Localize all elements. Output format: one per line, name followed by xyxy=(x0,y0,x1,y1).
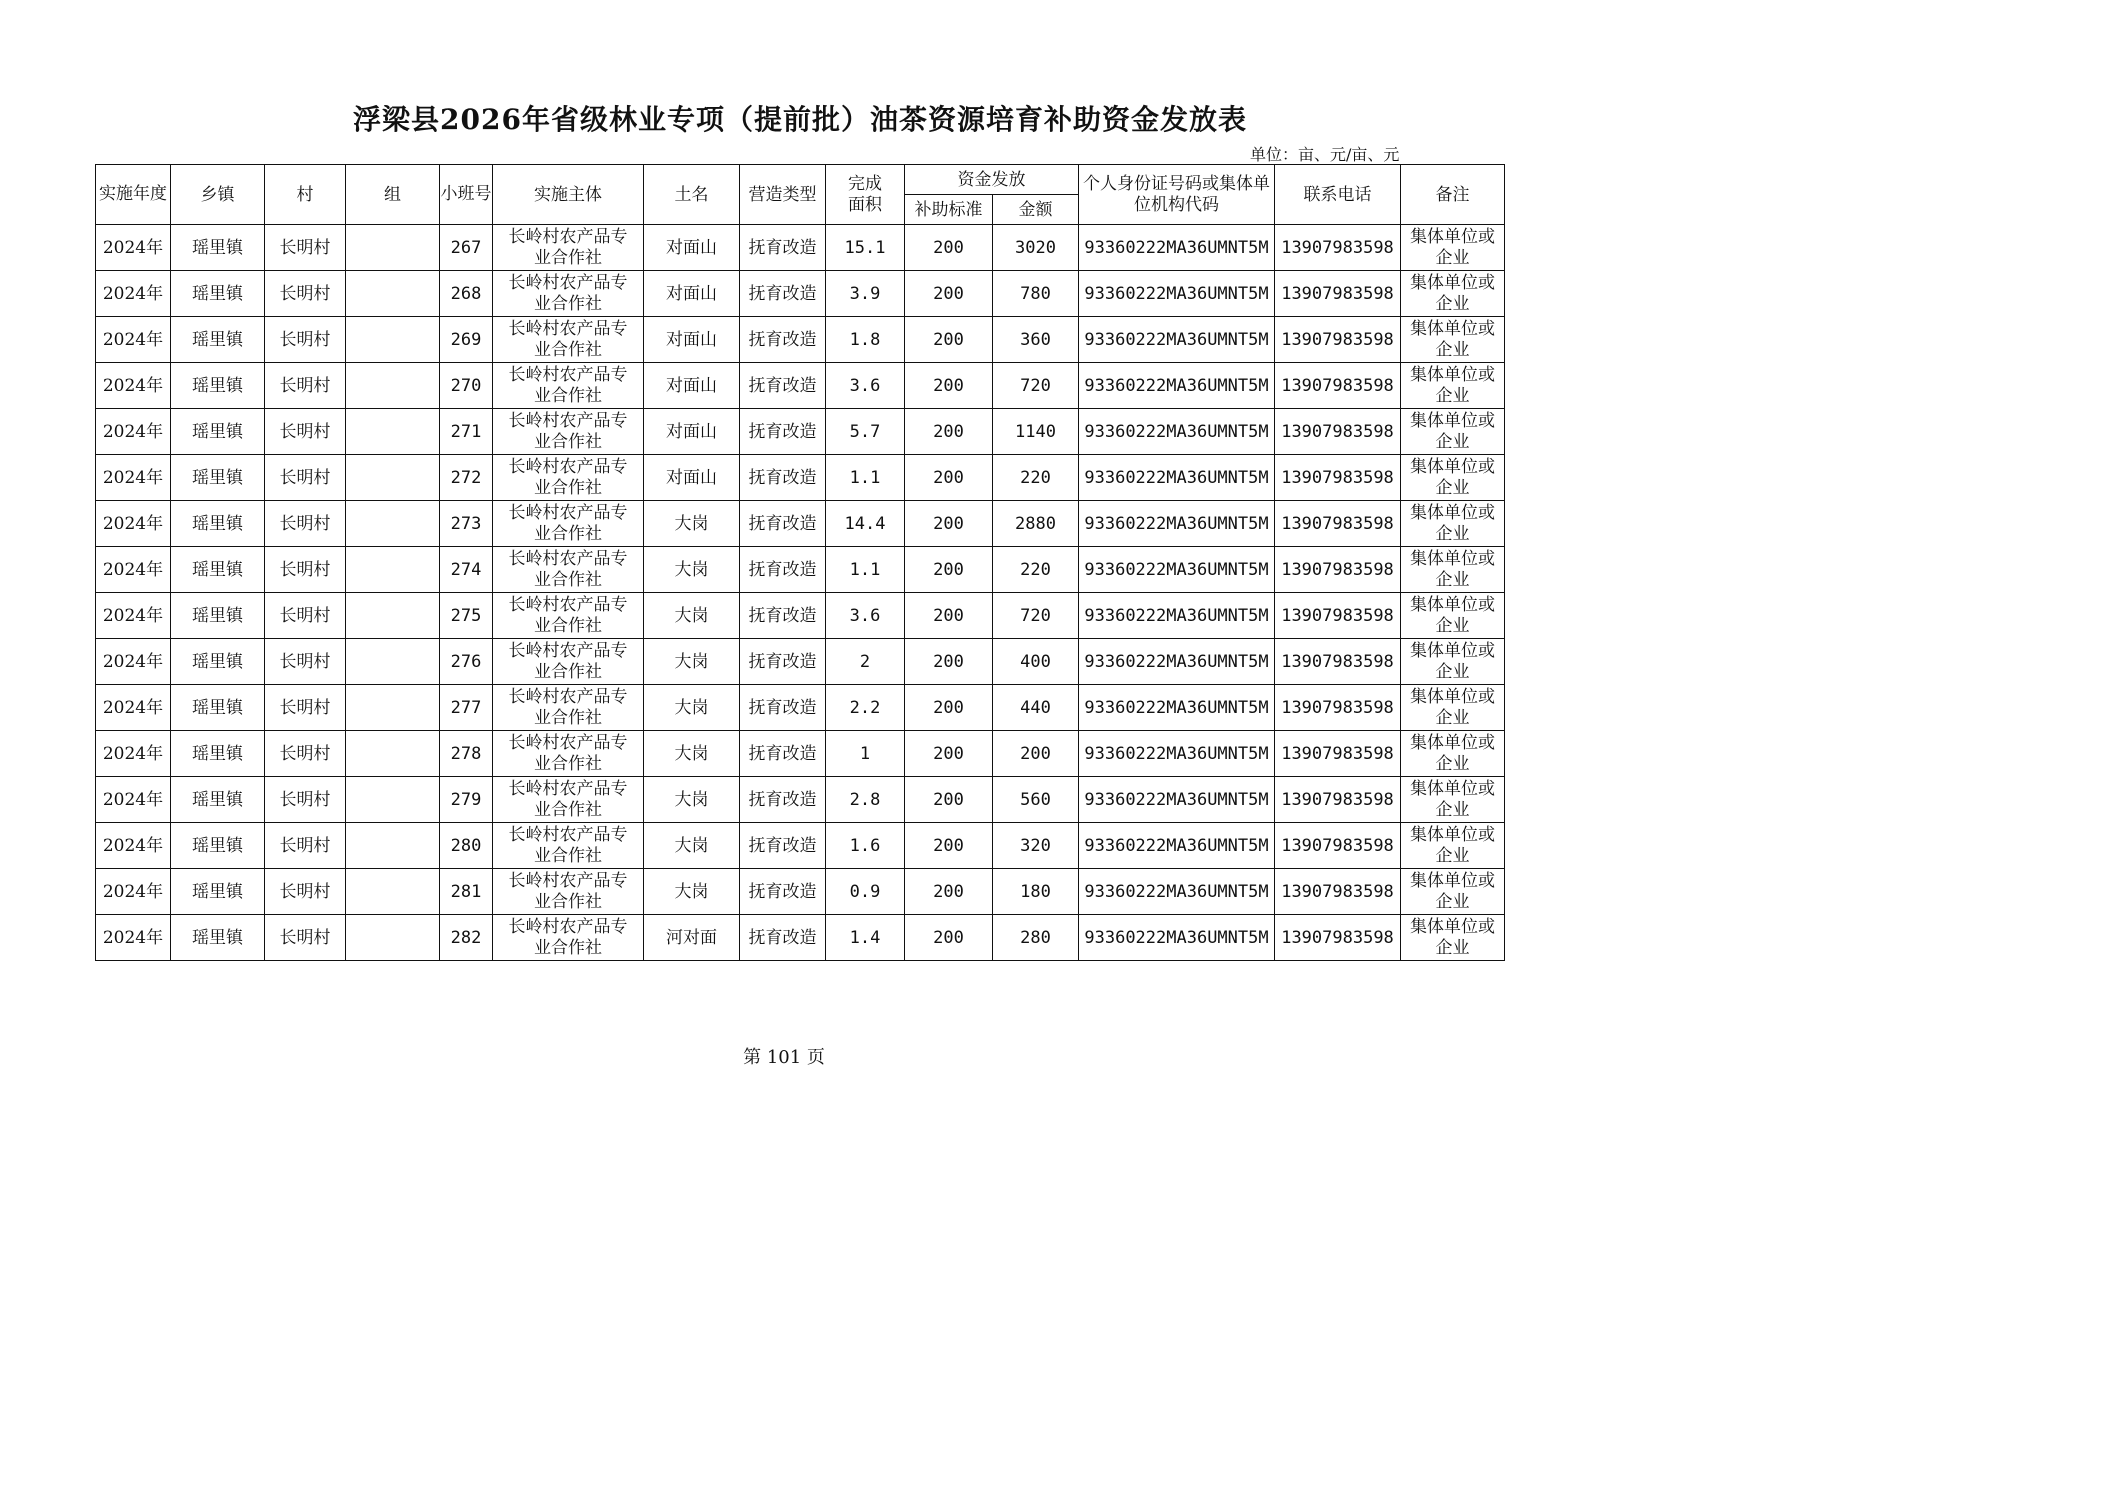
cell-amount: 320 xyxy=(993,823,1079,869)
cell-remark: 集体单位或企业 xyxy=(1401,685,1505,731)
cell-remark: 集体单位或企业 xyxy=(1401,271,1505,317)
cell-place: 对面山 xyxy=(644,363,740,409)
cell-village: 长明村 xyxy=(265,731,346,777)
header-plot: 小班号 xyxy=(440,165,493,225)
cell-village: 长明村 xyxy=(265,271,346,317)
cell-standard: 200 xyxy=(905,455,993,501)
cell-type: 抚育改造 xyxy=(740,225,826,271)
cell-entity: 长岭村农产品专业合作社 xyxy=(493,363,644,409)
cell-idcode: 93360222MA36UMNT5M xyxy=(1079,363,1275,409)
header-type: 营造类型 xyxy=(740,165,826,225)
cell-phone: 13907983598 xyxy=(1275,731,1401,777)
table-row xyxy=(96,915,1505,961)
cell-village: 长明村 xyxy=(265,363,346,409)
cell-group xyxy=(346,501,440,547)
table-row xyxy=(96,731,1505,777)
table-row xyxy=(96,547,1505,593)
cell-phone: 13907983598 xyxy=(1275,317,1401,363)
cell-village: 长明村 xyxy=(265,317,346,363)
cell-plot: 274 xyxy=(440,547,493,593)
cell-township: 瑶里镇 xyxy=(171,823,265,869)
cell-group xyxy=(346,225,440,271)
cell-area: 5.7 xyxy=(826,409,905,455)
cell-amount: 360 xyxy=(993,317,1079,363)
cell-place: 大岗 xyxy=(644,501,740,547)
header-entity: 实施主体 xyxy=(493,165,644,225)
cell-phone: 13907983598 xyxy=(1275,271,1401,317)
cell-township: 瑶里镇 xyxy=(171,225,265,271)
cell-remark: 集体单位或企业 xyxy=(1401,639,1505,685)
cell-year: 2024年 xyxy=(96,639,171,685)
cell-entity: 长岭村农产品专业合作社 xyxy=(493,593,644,639)
cell-township: 瑶里镇 xyxy=(171,317,265,363)
cell-area: 2.8 xyxy=(826,777,905,823)
cell-type: 抚育改造 xyxy=(740,409,826,455)
cell-plot: 281 xyxy=(440,869,493,915)
cell-amount: 720 xyxy=(993,593,1079,639)
table-row xyxy=(96,639,1505,685)
cell-plot: 273 xyxy=(440,501,493,547)
header-township: 乡镇 xyxy=(171,165,265,225)
cell-idcode: 93360222MA36UMNT5M xyxy=(1079,547,1275,593)
cell-area: 1 xyxy=(826,731,905,777)
cell-village: 长明村 xyxy=(265,915,346,961)
cell-plot: 270 xyxy=(440,363,493,409)
table-row xyxy=(96,777,1505,823)
cell-township: 瑶里镇 xyxy=(171,777,265,823)
cell-idcode: 93360222MA36UMNT5M xyxy=(1079,639,1275,685)
cell-township: 瑶里镇 xyxy=(171,547,265,593)
cell-remark: 集体单位或企业 xyxy=(1401,455,1505,501)
cell-idcode: 93360222MA36UMNT5M xyxy=(1079,823,1275,869)
cell-idcode: 93360222MA36UMNT5M xyxy=(1079,317,1275,363)
cell-village: 长明村 xyxy=(265,869,346,915)
cell-plot: 276 xyxy=(440,639,493,685)
cell-entity: 长岭村农产品专业合作社 xyxy=(493,225,644,271)
cell-place: 大岗 xyxy=(644,823,740,869)
cell-type: 抚育改造 xyxy=(740,777,826,823)
cell-remark: 集体单位或企业 xyxy=(1401,547,1505,593)
cell-idcode: 93360222MA36UMNT5M xyxy=(1079,685,1275,731)
cell-idcode: 93360222MA36UMNT5M xyxy=(1079,731,1275,777)
table-row xyxy=(96,501,1505,547)
cell-entity: 长岭村农产品专业合作社 xyxy=(493,915,644,961)
cell-amount: 720 xyxy=(993,363,1079,409)
cell-area: 1.1 xyxy=(826,547,905,593)
cell-year: 2024年 xyxy=(96,271,171,317)
cell-remark: 集体单位或企业 xyxy=(1401,409,1505,455)
cell-year: 2024年 xyxy=(96,409,171,455)
cell-group xyxy=(346,593,440,639)
cell-year: 2024年 xyxy=(96,547,171,593)
table-row xyxy=(96,317,1505,363)
cell-phone: 13907983598 xyxy=(1275,501,1401,547)
cell-type: 抚育改造 xyxy=(740,823,826,869)
cell-phone: 13907983598 xyxy=(1275,869,1401,915)
cell-phone: 13907983598 xyxy=(1275,777,1401,823)
cell-idcode: 93360222MA36UMNT5M xyxy=(1079,869,1275,915)
header-phone: 联系电话 xyxy=(1275,165,1401,225)
table-row xyxy=(96,593,1505,639)
cell-standard: 200 xyxy=(905,823,993,869)
cell-group xyxy=(346,869,440,915)
cell-amount: 560 xyxy=(993,777,1079,823)
cell-amount: 220 xyxy=(993,547,1079,593)
cell-amount: 440 xyxy=(993,685,1079,731)
cell-type: 抚育改造 xyxy=(740,501,826,547)
cell-amount: 180 xyxy=(993,869,1079,915)
cell-township: 瑶里镇 xyxy=(171,685,265,731)
cell-standard: 200 xyxy=(905,593,993,639)
cell-place: 大岗 xyxy=(644,777,740,823)
cell-phone: 13907983598 xyxy=(1275,915,1401,961)
cell-idcode: 93360222MA36UMNT5M xyxy=(1079,593,1275,639)
cell-remark: 集体单位或企业 xyxy=(1401,317,1505,363)
cell-village: 长明村 xyxy=(265,823,346,869)
cell-area: 14.4 xyxy=(826,501,905,547)
cell-place: 大岗 xyxy=(644,593,740,639)
cell-year: 2024年 xyxy=(96,317,171,363)
table-row xyxy=(96,271,1505,317)
header-idcode: 个人身份证号码或集体单位机构代码 xyxy=(1079,165,1275,225)
header-area: 完成面积 xyxy=(826,165,905,225)
cell-amount: 400 xyxy=(993,639,1079,685)
cell-place: 对面山 xyxy=(644,455,740,501)
cell-year: 2024年 xyxy=(96,501,171,547)
cell-township: 瑶里镇 xyxy=(171,639,265,685)
cell-plot: 269 xyxy=(440,317,493,363)
cell-phone: 13907983598 xyxy=(1275,409,1401,455)
cell-township: 瑶里镇 xyxy=(171,593,265,639)
cell-remark: 集体单位或企业 xyxy=(1401,777,1505,823)
cell-township: 瑶里镇 xyxy=(171,869,265,915)
table-row xyxy=(96,409,1505,455)
cell-year: 2024年 xyxy=(96,363,171,409)
cell-group xyxy=(346,547,440,593)
cell-township: 瑶里镇 xyxy=(171,915,265,961)
cell-township: 瑶里镇 xyxy=(171,363,265,409)
cell-idcode: 93360222MA36UMNT5M xyxy=(1079,777,1275,823)
cell-group xyxy=(346,777,440,823)
cell-phone: 13907983598 xyxy=(1275,685,1401,731)
cell-township: 瑶里镇 xyxy=(171,409,265,455)
cell-group xyxy=(346,455,440,501)
cell-area: 1.8 xyxy=(826,317,905,363)
cell-place: 对面山 xyxy=(644,317,740,363)
cell-idcode: 93360222MA36UMNT5M xyxy=(1079,501,1275,547)
header-group: 组 xyxy=(346,165,440,225)
cell-year: 2024年 xyxy=(96,777,171,823)
cell-year: 2024年 xyxy=(96,869,171,915)
cell-type: 抚育改造 xyxy=(740,639,826,685)
cell-village: 长明村 xyxy=(265,685,346,731)
cell-standard: 200 xyxy=(905,915,993,961)
cell-standard: 200 xyxy=(905,225,993,271)
cell-type: 抚育改造 xyxy=(740,869,826,915)
cell-area: 15.1 xyxy=(826,225,905,271)
cell-plot: 271 xyxy=(440,409,493,455)
header-standard: 补助标准 xyxy=(905,195,993,225)
header-place: 土名 xyxy=(644,165,740,225)
cell-type: 抚育改造 xyxy=(740,731,826,777)
header-amount: 金额 xyxy=(993,195,1079,225)
header-funds: 资金发放 xyxy=(905,165,1079,195)
cell-remark: 集体单位或企业 xyxy=(1401,731,1505,777)
cell-type: 抚育改造 xyxy=(740,455,826,501)
cell-plot: 267 xyxy=(440,225,493,271)
cell-group xyxy=(346,317,440,363)
cell-phone: 13907983598 xyxy=(1275,225,1401,271)
cell-group xyxy=(346,409,440,455)
cell-standard: 200 xyxy=(905,271,993,317)
cell-type: 抚育改造 xyxy=(740,317,826,363)
cell-standard: 200 xyxy=(905,409,993,455)
table-row xyxy=(96,685,1505,731)
cell-place: 大岗 xyxy=(644,869,740,915)
cell-township: 瑶里镇 xyxy=(171,501,265,547)
cell-place: 大岗 xyxy=(644,639,740,685)
cell-group xyxy=(346,271,440,317)
cell-area: 2.2 xyxy=(826,685,905,731)
cell-entity: 长岭村农产品专业合作社 xyxy=(493,547,644,593)
cell-standard: 200 xyxy=(905,639,993,685)
cell-entity: 长岭村农产品专业合作社 xyxy=(493,869,644,915)
cell-village: 长明村 xyxy=(265,593,346,639)
cell-plot: 278 xyxy=(440,731,493,777)
cell-village: 长明村 xyxy=(265,455,346,501)
cell-township: 瑶里镇 xyxy=(171,271,265,317)
cell-amount: 2880 xyxy=(993,501,1079,547)
cell-township: 瑶里镇 xyxy=(171,731,265,777)
cell-idcode: 93360222MA36UMNT5M xyxy=(1079,455,1275,501)
table-row xyxy=(96,455,1505,501)
cell-village: 长明村 xyxy=(265,501,346,547)
unit-note: 单位：亩、元/亩、元 xyxy=(1250,145,1400,164)
cell-area: 2 xyxy=(826,639,905,685)
cell-entity: 长岭村农产品专业合作社 xyxy=(493,731,644,777)
cell-remark: 集体单位或企业 xyxy=(1401,593,1505,639)
cell-entity: 长岭村农产品专业合作社 xyxy=(493,317,644,363)
cell-area: 1.1 xyxy=(826,455,905,501)
cell-amount: 220 xyxy=(993,455,1079,501)
cell-plot: 282 xyxy=(440,915,493,961)
cell-group xyxy=(346,915,440,961)
cell-idcode: 93360222MA36UMNT5M xyxy=(1079,409,1275,455)
cell-standard: 200 xyxy=(905,869,993,915)
cell-amount: 3020 xyxy=(993,225,1079,271)
cell-type: 抚育改造 xyxy=(740,271,826,317)
cell-village: 长明村 xyxy=(265,639,346,685)
cell-area: 3.6 xyxy=(826,363,905,409)
cell-phone: 13907983598 xyxy=(1275,823,1401,869)
cell-entity: 长岭村农产品专业合作社 xyxy=(493,685,644,731)
subsidy-table xyxy=(95,164,1505,961)
cell-remark: 集体单位或企业 xyxy=(1401,225,1505,271)
table-row xyxy=(96,869,1505,915)
table-body xyxy=(96,225,1505,961)
cell-village: 长明村 xyxy=(265,409,346,455)
cell-standard: 200 xyxy=(905,501,993,547)
cell-entity: 长岭村农产品专业合作社 xyxy=(493,271,644,317)
table-row xyxy=(96,363,1505,409)
cell-type: 抚育改造 xyxy=(740,593,826,639)
cell-standard: 200 xyxy=(905,547,993,593)
cell-idcode: 93360222MA36UMNT5M xyxy=(1079,225,1275,271)
cell-remark: 集体单位或企业 xyxy=(1401,915,1505,961)
cell-standard: 200 xyxy=(905,363,993,409)
cell-standard: 200 xyxy=(905,777,993,823)
cell-group xyxy=(346,731,440,777)
cell-plot: 280 xyxy=(440,823,493,869)
cell-phone: 13907983598 xyxy=(1275,547,1401,593)
cell-area: 3.6 xyxy=(826,593,905,639)
cell-remark: 集体单位或企业 xyxy=(1401,823,1505,869)
cell-area: 1.4 xyxy=(826,915,905,961)
cell-phone: 13907983598 xyxy=(1275,593,1401,639)
cell-amount: 200 xyxy=(993,731,1079,777)
cell-area: 1.6 xyxy=(826,823,905,869)
cell-place: 对面山 xyxy=(644,225,740,271)
cell-group xyxy=(346,639,440,685)
cell-group xyxy=(346,363,440,409)
cell-entity: 长岭村农产品专业合作社 xyxy=(493,777,644,823)
cell-remark: 集体单位或企业 xyxy=(1401,869,1505,915)
cell-place: 河对面 xyxy=(644,915,740,961)
page-title: 浮梁县2026年省级林业专项（提前批）油茶资源培育补助资金发放表 xyxy=(353,103,1247,136)
cell-amount: 1140 xyxy=(993,409,1079,455)
cell-village: 长明村 xyxy=(265,547,346,593)
cell-year: 2024年 xyxy=(96,685,171,731)
cell-year: 2024年 xyxy=(96,731,171,777)
cell-idcode: 93360222MA36UMNT5M xyxy=(1079,271,1275,317)
cell-township: 瑶里镇 xyxy=(171,455,265,501)
cell-standard: 200 xyxy=(905,731,993,777)
cell-village: 长明村 xyxy=(265,777,346,823)
cell-area: 0.9 xyxy=(826,869,905,915)
header-remark: 备注 xyxy=(1401,165,1505,225)
cell-standard: 200 xyxy=(905,685,993,731)
page-number: 第 101 页 xyxy=(743,1047,825,1068)
cell-plot: 279 xyxy=(440,777,493,823)
cell-year: 2024年 xyxy=(96,455,171,501)
cell-phone: 13907983598 xyxy=(1275,363,1401,409)
cell-remark: 集体单位或企业 xyxy=(1401,501,1505,547)
cell-plot: 275 xyxy=(440,593,493,639)
cell-place: 大岗 xyxy=(644,685,740,731)
cell-year: 2024年 xyxy=(96,823,171,869)
header-village: 村 xyxy=(265,165,346,225)
cell-village: 长明村 xyxy=(265,225,346,271)
cell-phone: 13907983598 xyxy=(1275,639,1401,685)
cell-plot: 272 xyxy=(440,455,493,501)
cell-entity: 长岭村农产品专业合作社 xyxy=(493,501,644,547)
cell-place: 对面山 xyxy=(644,271,740,317)
cell-place: 大岗 xyxy=(644,547,740,593)
cell-plot: 277 xyxy=(440,685,493,731)
cell-entity: 长岭村农产品专业合作社 xyxy=(493,455,644,501)
cell-amount: 780 xyxy=(993,271,1079,317)
cell-place: 对面山 xyxy=(644,409,740,455)
cell-amount: 280 xyxy=(993,915,1079,961)
cell-group xyxy=(346,823,440,869)
cell-entity: 长岭村农产品专业合作社 xyxy=(493,823,644,869)
cell-type: 抚育改造 xyxy=(740,547,826,593)
cell-type: 抚育改造 xyxy=(740,685,826,731)
cell-phone: 13907983598 xyxy=(1275,455,1401,501)
header-year: 实施年度 xyxy=(96,165,171,225)
cell-year: 2024年 xyxy=(96,225,171,271)
cell-standard: 200 xyxy=(905,317,993,363)
cell-year: 2024年 xyxy=(96,915,171,961)
cell-place: 大岗 xyxy=(644,731,740,777)
cell-area: 3.9 xyxy=(826,271,905,317)
cell-entity: 长岭村农产品专业合作社 xyxy=(493,409,644,455)
cell-type: 抚育改造 xyxy=(740,915,826,961)
cell-entity: 长岭村农产品专业合作社 xyxy=(493,639,644,685)
cell-year: 2024年 xyxy=(96,593,171,639)
cell-group xyxy=(346,685,440,731)
cell-type: 抚育改造 xyxy=(740,363,826,409)
cell-plot: 268 xyxy=(440,271,493,317)
table-row xyxy=(96,823,1505,869)
cell-idcode: 93360222MA36UMNT5M xyxy=(1079,915,1275,961)
table-header xyxy=(96,165,1505,225)
table-row xyxy=(96,225,1505,271)
cell-remark: 集体单位或企业 xyxy=(1401,363,1505,409)
